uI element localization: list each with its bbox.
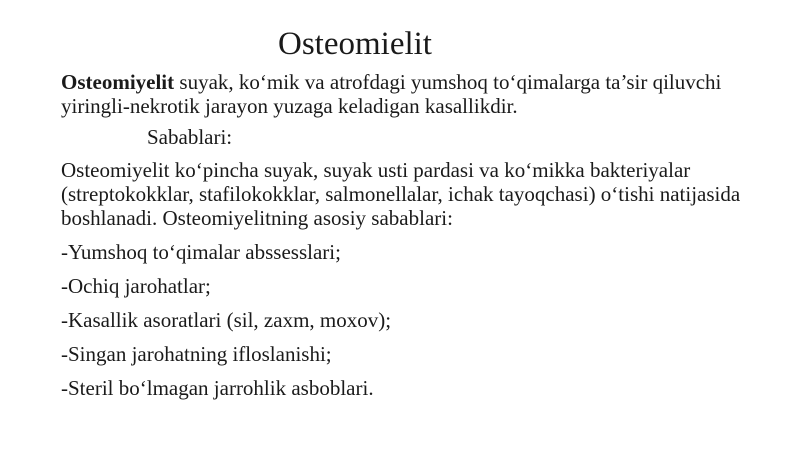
list-item: -Ochiq jarohatlar; — [61, 274, 211, 298]
slide-body — [61, 70, 761, 400]
causes-intro-paragraph: Osteomiyelit ko‘pincha suyak, suyak usti pardasi va ko‘mikka bakteriyalar (streptokokklar, stafilokokklar, salmonellalar, ichak tayoqchasi) o‘tishi natijasida boshlanadi. Osteomiyelitning asosiy sabablari: — [61, 158, 741, 230]
list-item: -Steril bo‘lmagan jarrohlik asboblari. — [61, 376, 374, 400]
list-item: -Yumshoq to‘qimalar abssesslari; — [61, 240, 341, 264]
slide-title: Osteomielit — [278, 26, 432, 62]
intro-text: suyak, ko‘mik va atrofdagi yumshoq to‘qimalarga ta’sir qiluvchi yiringli-nekrotik jarayon yuzaga keladigan kasallikdir. — [61, 70, 722, 118]
causes-heading: Sabablari: — [147, 125, 233, 149]
list-item: -Singan jarohatning ifloslanishi; — [61, 342, 332, 366]
intro-paragraph — [61, 70, 761, 118]
list-item: -Kasallik asoratlari (sil, zaxm, moxov); — [61, 308, 392, 332]
intro-term: Osteomiyelit — [61, 70, 175, 94]
